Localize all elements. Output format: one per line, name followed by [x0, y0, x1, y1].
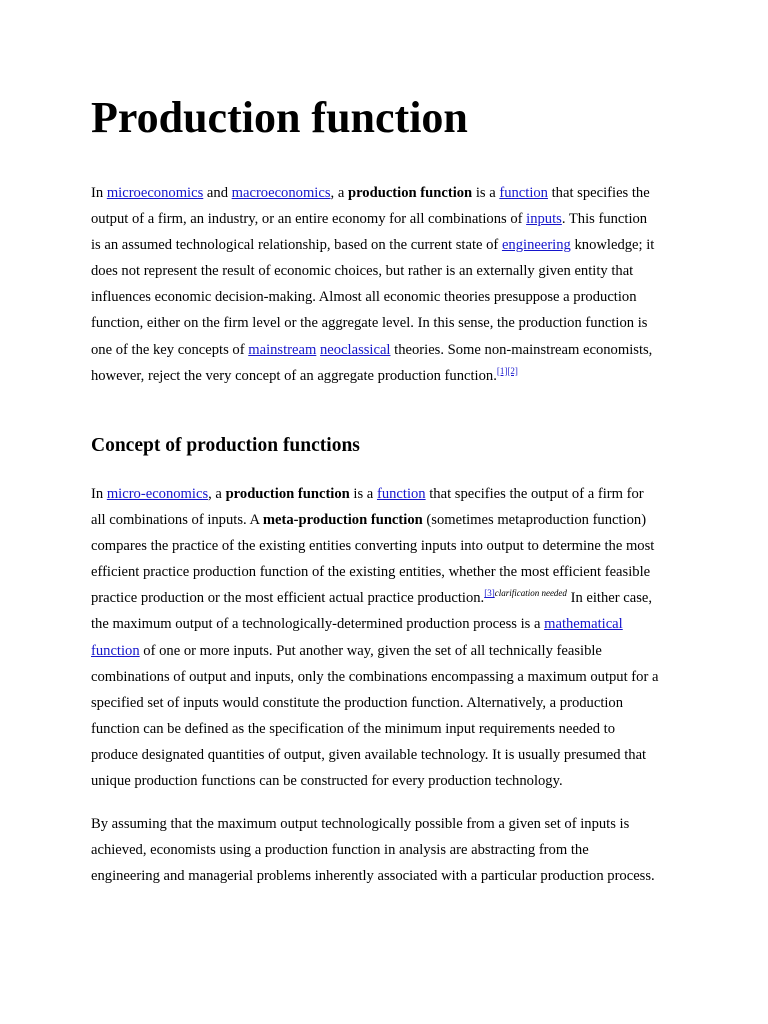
bold-term: meta-production function: [262, 512, 423, 529]
text-line: In micro-economics, a production function is a function that specifies the output of a firm for: [91, 486, 644, 502]
text-line: By assuming that the maximum output technologically possible from a given set of inputs is: [91, 816, 630, 832]
text-line: combinations of output and inputs, only the combinations encompassing a maximum output for a: [91, 668, 659, 685]
section-heading: Concept of production functions: [91, 435, 360, 456]
text-line: function, either on the firm level or the aggregate level. In this sense, the production function is: [91, 315, 648, 332]
text-line: compares the practice of the existing entities converting inputs into output to determine the most: [91, 538, 655, 555]
assumption-paragraph: [91, 811, 691, 889]
text-line: function can be defined as the specification of the minimum input requirements needed to: [91, 720, 615, 737]
bold-term: production function: [225, 486, 350, 502]
bold-term: production function: [347, 185, 473, 201]
text-line: the maximum output of a technologically-determined production process is a mathematical: [91, 616, 623, 633]
intro-paragraph: [91, 180, 691, 389]
reference-link-2[interactable]: [2]: [507, 365, 518, 376]
reference-superscript: [484, 588, 495, 598]
text-line: engineering and managerial problems inherently associated with a particular production process.: [91, 868, 655, 885]
text-line: unique production functions can be constructed for every production technology.: [91, 773, 563, 790]
reference-link-1[interactable]: [1]: [496, 365, 508, 376]
reference-link-3[interactable]: [3]: [484, 588, 495, 599]
link-mathematical-function[interactable]: mathematical: [544, 616, 623, 633]
text-line: efficient practice production function of the existing entities, whether the most efficient feasible: [91, 564, 651, 581]
link-neoclassical[interactable]: neoclassical: [319, 341, 391, 358]
clarification-needed-note: clarification needed: [494, 588, 567, 599]
link-mathematical-function-cont[interactable]: function: [91, 642, 140, 659]
link-macroeconomics[interactable]: macroeconomics: [231, 185, 331, 201]
link-function[interactable]: function: [376, 486, 426, 502]
text-line: however, reject the very concept of an aggregate production function.[1][2]: [91, 365, 518, 384]
reference-superscript: [497, 366, 518, 376]
link-function[interactable]: function: [499, 185, 548, 201]
text-line: In microeconomics and macroeconomics, a production function is a function that specifies the: [91, 185, 650, 201]
text-line: influences economic decision-making. Almost all economic theories presuppose a production: [91, 289, 637, 306]
link-inputs[interactable]: inputs: [526, 211, 562, 228]
text-line: achieved, economists using a production function in analysis are abstracting from the: [91, 842, 589, 859]
text-line: produce designated quantities of output, given available technology. It is usually presumed that: [91, 746, 647, 763]
text-line: all combinations of inputs. A meta-production function (sometimes metaproduction function): [91, 512, 647, 529]
link-mainstream[interactable]: mainstream: [248, 341, 317, 358]
text-line: function of one or more inputs. Put another way, given the set of all technically feasible: [91, 642, 602, 659]
concept-paragraph: [91, 481, 691, 794]
text-line: does not represent the result of economic choices, but rather is an externally given entity that: [91, 263, 634, 280]
link-micro-economics[interactable]: micro-economics: [106, 486, 209, 502]
link-microeconomics[interactable]: microeconomics: [106, 185, 204, 201]
link-engineering[interactable]: engineering: [501, 237, 571, 254]
text-line: specified set of inputs would constitute the production function. Alternatively, a production: [91, 694, 624, 711]
text-line: is an assumed technological relationship, based on the current state of engineering knowledge; it: [91, 237, 655, 254]
text-line: one of the key concepts of mainstream neoclassical theories. Some non-mainstream economists,: [91, 341, 653, 358]
text-line: practice production or the most efficient actual practice production.$^{[3]clarification needed}$ In either case,: [91, 588, 653, 607]
text-line: output of a firm, an industry, or an entire economy for all combinations of inputs. This function: [91, 211, 648, 228]
page-title: Production function: [91, 93, 468, 142]
